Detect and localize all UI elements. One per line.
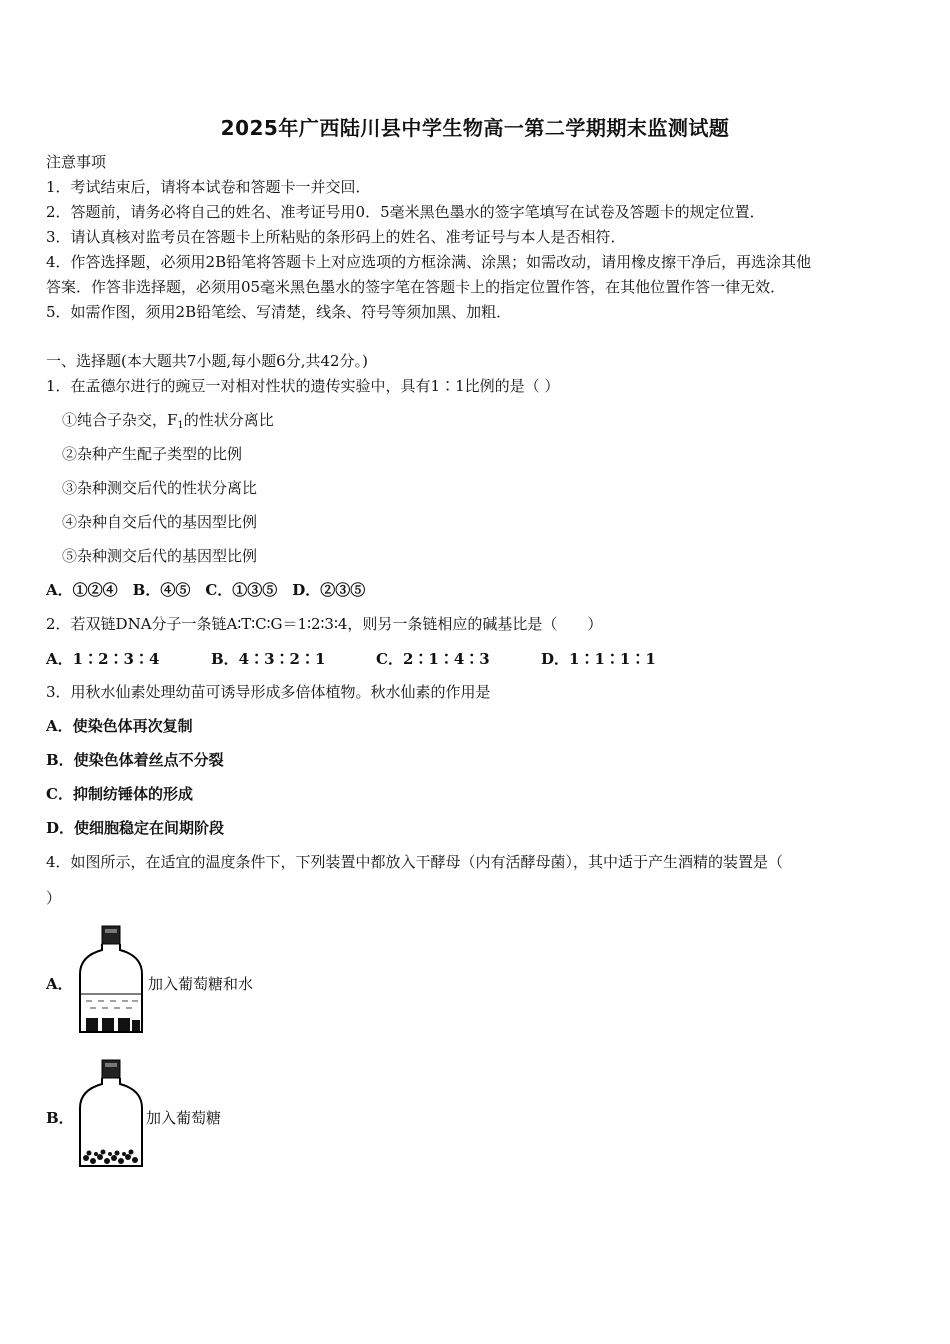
question-2-stem: 2．若双链DNA分子一条链A∶T∶C∶G＝1∶2∶3∶4，则另一条链相应的碱基比是（ ） — [46, 615, 603, 633]
question-1-item-2: ②杂种产生配子类型的比例 — [62, 445, 243, 463]
question-2-option-a: A．1∶2∶3∶4 — [46, 650, 160, 668]
notice-heading: 注意事项 — [46, 153, 107, 171]
notice-item-2: 2．答题前，请务必将自己的姓名、准考证号用0．5毫米黑色墨水的签字笔填写在试卷及答题卡的规定位置． — [46, 203, 765, 221]
question-1-item-1: ①纯合子杂交，$F_1$的性状分离比 — [62, 411, 274, 431]
notice-item-5: 5．如需作图，须用2B铅笔绘、写清楚，线条、符号等须加黑、加粗． — [46, 303, 512, 321]
figure-b-label: B． — [46, 1109, 74, 1127]
question-4-stem: 4．如图所示，在适宜的温度条件下，下列装置中都放入干酵母（内有活酵母菌），其中适于产生酒精的装置是（ — [46, 853, 784, 871]
notice-item-3: 3．请认真核对监考员在答题卡上所粘贴的条形码上的姓名、准考证号与本人是否相符． — [46, 228, 626, 246]
question-3-stem: 3．用秋水仙素处理幼苗可诱导形成多倍体植物。秋水仙素的作用是 — [46, 683, 491, 701]
exam-title: 2025年广西陆川县中学生物高一第二学期期末监测试题 — [220, 116, 730, 140]
question-1-options: A．①②④ B．④⑤ C．①③⑤ D．②③⑤ — [46, 581, 366, 599]
figure-a-label: A． — [46, 975, 73, 993]
question-2-option-b: B．4∶3∶2∶1 — [211, 650, 326, 668]
section-heading: 一、选择题(本大题共7小题,每小题6分,共42分。) — [46, 352, 368, 370]
notice-item-1: 1．考试结束后，请将本试卷和答题卡一并交回． — [46, 178, 371, 196]
question-1-item-5: ⑤杂种测交后代的基因型比例 — [62, 547, 258, 565]
question-3-option-d: D．使细胞稳定在间期阶段 — [46, 819, 225, 837]
notice-item-4-cont: 答案．作答非选择题，必须用05毫米黑色墨水的签字笔在答题卡上的指定位置作答，在其他位置作答一律无效． — [46, 278, 786, 296]
bottle-with-liquid-icon — [74, 924, 146, 1036]
notice-item-4: 4．作答选择题，必须用2B铅笔将答题卡上对应选项的方框涂满、涂黑；如需改动，请用橡皮擦干净后，再选涂其他 — [46, 253, 812, 271]
question-2-options — [46, 648, 746, 668]
question-1-stem: 1．在孟德尔进行的豌豆一对相对性状的遗传实验中，具有1∶1比例的是（ ） — [46, 377, 560, 395]
question-1-item-3: ③杂种测交后代的性状分离比 — [62, 479, 258, 497]
question-3-option-b: B．使染色体着丝点不分裂 — [46, 751, 224, 769]
question-2-option-c: C．2∶1∶4∶3 — [376, 650, 490, 668]
figure-a-caption: 加入葡萄糖和水 — [148, 975, 254, 993]
question-4-stem-end: ） — [46, 889, 62, 907]
question-3-option-a: A．使染色体再次复制 — [46, 717, 193, 735]
question-2-option-d: D．1∶1∶1∶1 — [541, 650, 656, 668]
bottle-dry-icon — [74, 1058, 146, 1170]
question-1-item-4: ④杂种自交后代的基因型比例 — [62, 513, 258, 531]
figure-b-caption: 加入葡萄糖 — [146, 1109, 222, 1127]
question-3-option-c: C．抑制纺锤体的形成 — [46, 785, 193, 803]
